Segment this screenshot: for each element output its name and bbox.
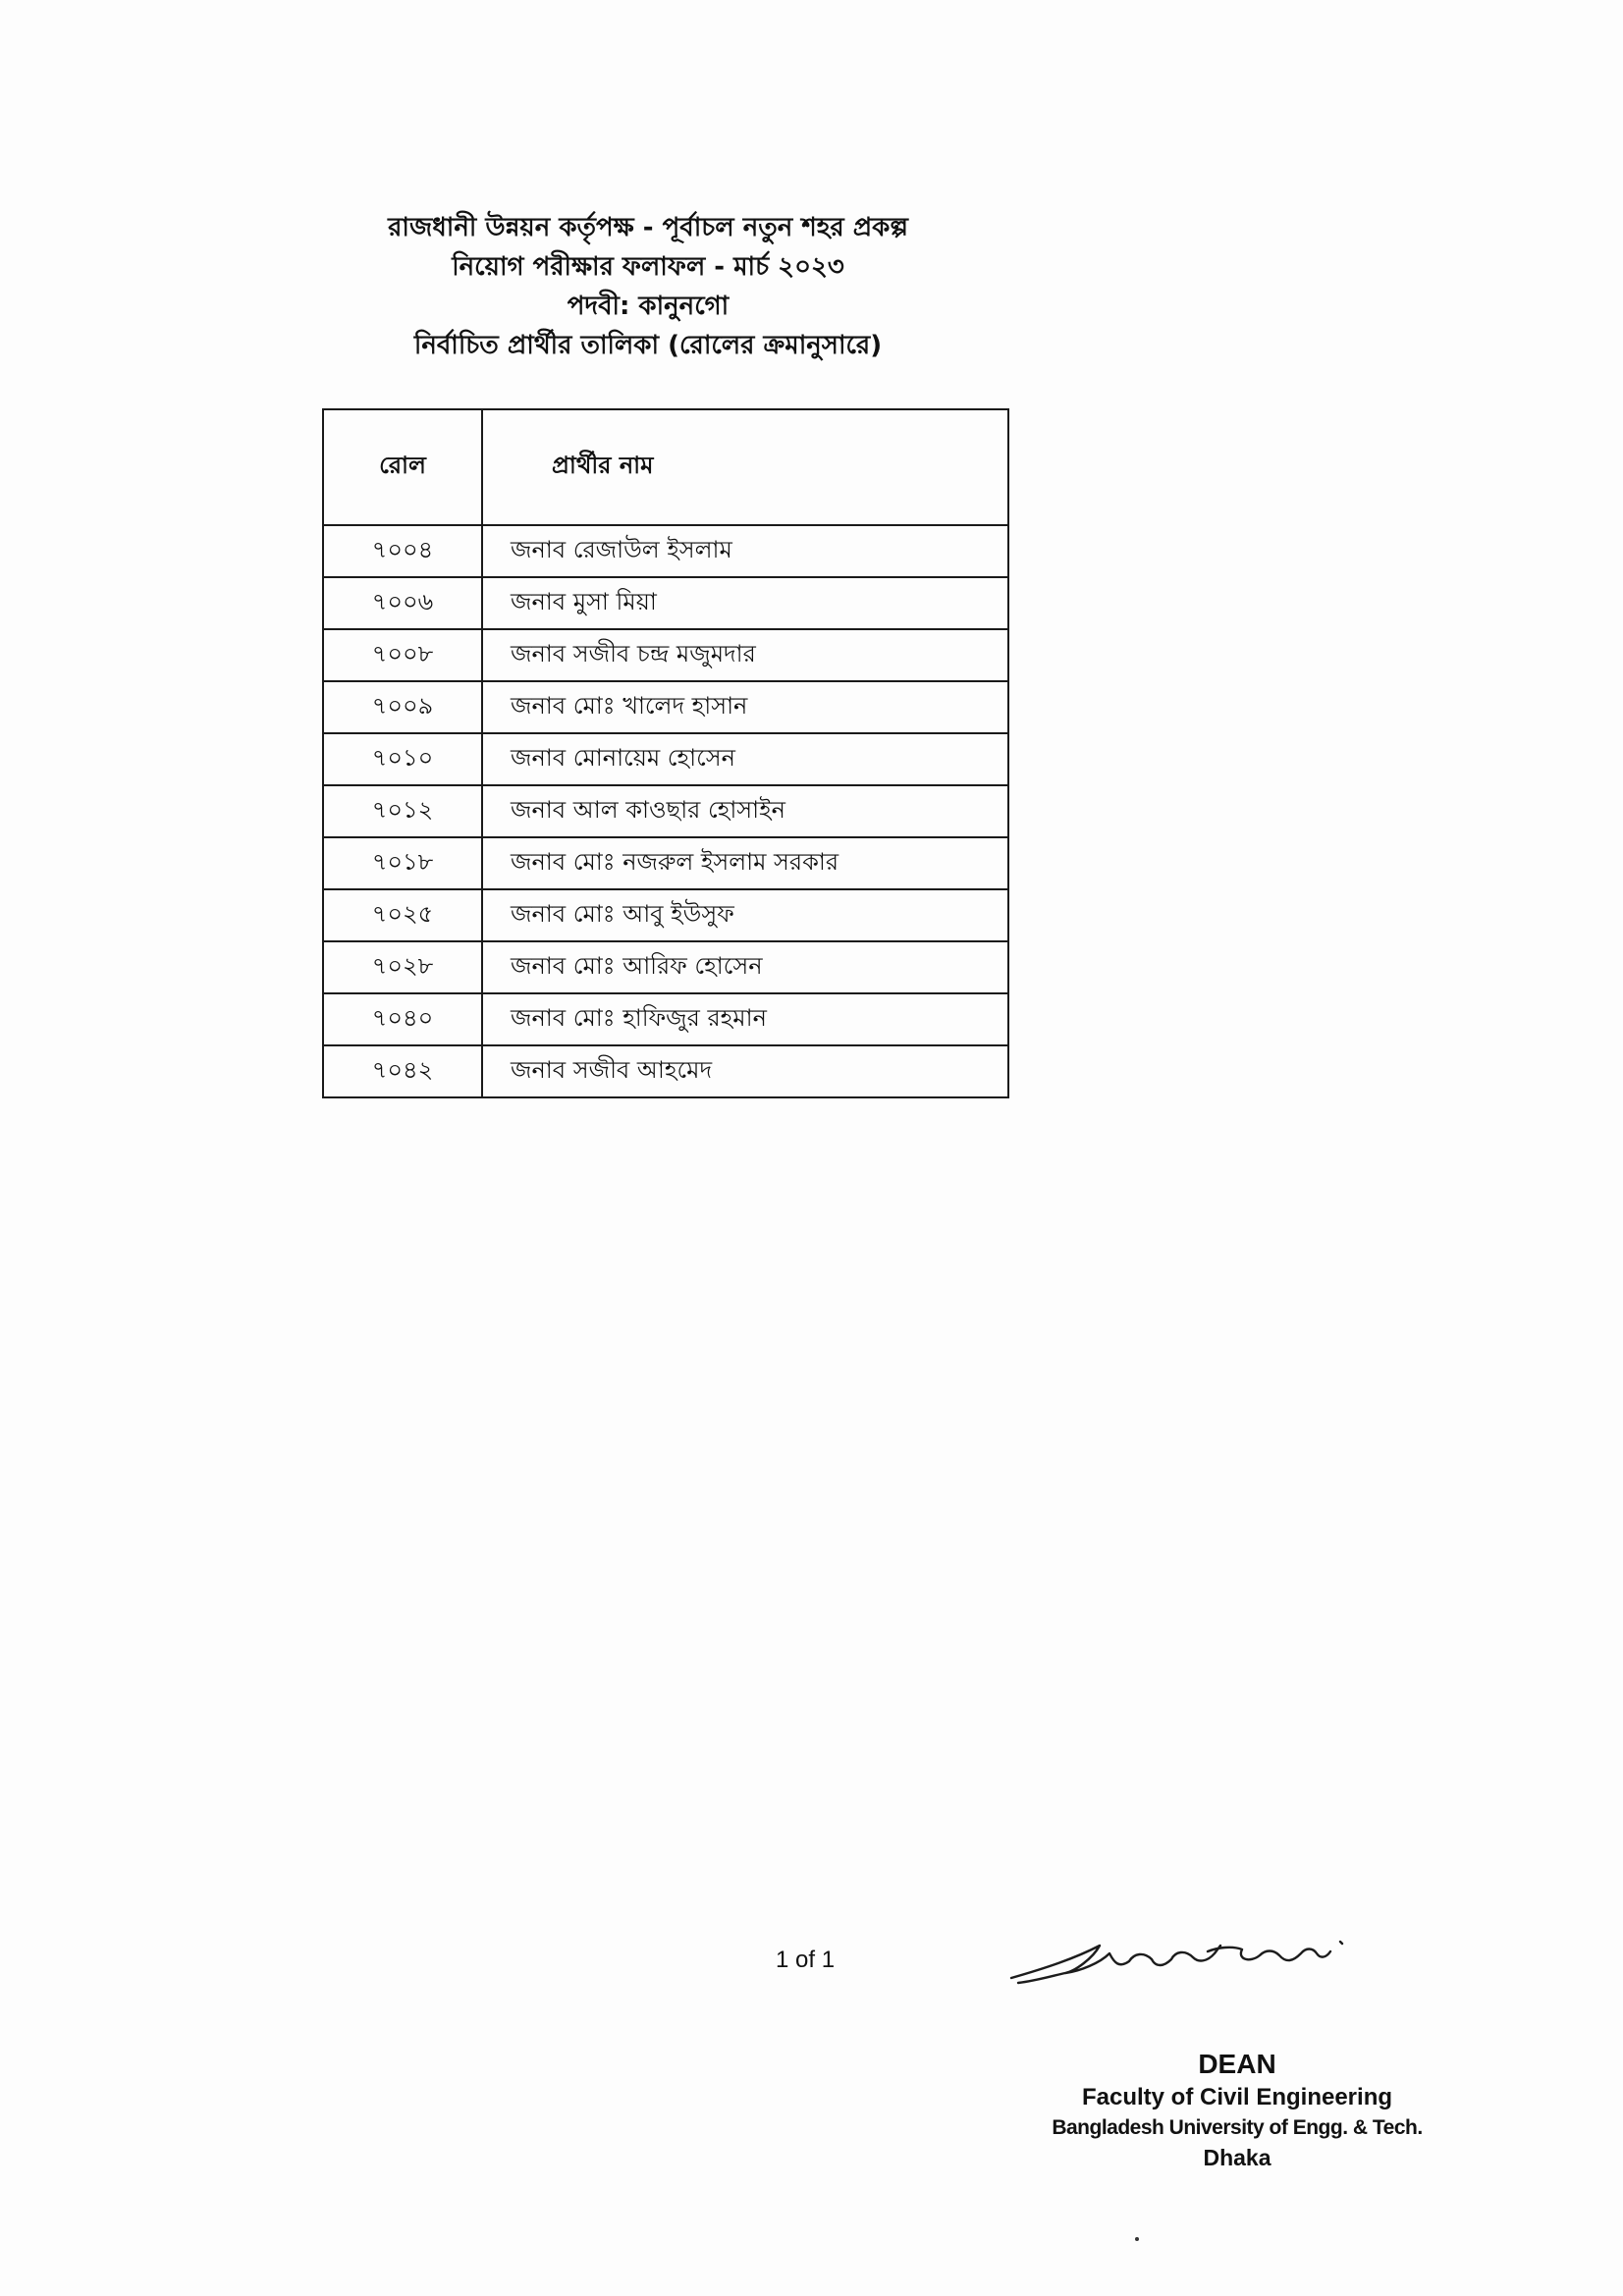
roll-cell: ৭০৪০ xyxy=(323,993,482,1045)
header-post-line: পদবী: কানুনগো xyxy=(567,292,730,321)
roll-cell: ৭০১২ xyxy=(323,785,482,837)
roll-cell: ৭০০৯ xyxy=(323,681,482,733)
table-header-row xyxy=(323,409,1008,525)
name-cell: জনাব রেজাউল ইসলাম xyxy=(482,525,1008,577)
signatory-title: DEAN xyxy=(1198,2049,1276,2079)
roll-cell: ৭০২৮ xyxy=(323,941,482,993)
name-cell: জনাব মোঃ খালেদ হাসান xyxy=(482,681,1008,733)
name-cell: জনাব আল কাওছার হোসাইন xyxy=(482,785,1008,837)
header-exam-line: নিয়োগ পরীক্ষার ফলাফল - মার্চ ২০২৩ xyxy=(452,252,844,282)
name-cell: জনাব মোঃ হাফিজুর রহমান xyxy=(482,993,1008,1045)
name-cell: জনাব মোঃ নজরুল ইসলাম সরকার xyxy=(482,837,1008,889)
header-list-title: নির্বাচিত প্রার্থীর তালিকা (রোলের ক্রমানুসারে) xyxy=(413,331,883,360)
table-row xyxy=(323,577,1008,629)
page-number: 1 of 1 xyxy=(776,1947,836,1973)
table-row xyxy=(323,993,1008,1045)
table-row xyxy=(323,837,1008,889)
roll-cell: ৭০০৬ xyxy=(323,577,482,629)
table-row xyxy=(323,785,1008,837)
handwritten-signature xyxy=(1006,1924,1370,1993)
signatory-faculty: Faculty of Civil Engineering xyxy=(1081,2084,1393,2110)
table-row xyxy=(323,941,1008,993)
table-row xyxy=(323,681,1008,733)
roll-cell: ৭০১৮ xyxy=(323,837,482,889)
name-cell: জনাব মুসা মিয়া xyxy=(482,577,1008,629)
name-cell: জনাব মোনায়েম হোসেন xyxy=(482,733,1008,785)
scan-speck xyxy=(1135,2237,1139,2241)
name-cell: জনাব সজীব আহমেদ xyxy=(482,1045,1008,1097)
name-cell: জনাব মোঃ আরিফ হোসেন xyxy=(482,941,1008,993)
table-row xyxy=(323,889,1008,941)
column-header-name: প্রার্থীর নাম xyxy=(482,409,1008,525)
header-authority-line: রাজধানী উন্নয়ন কর্তৃপক্ষ - পূর্বাচল নতুন শহর প্রকল্প xyxy=(388,213,908,242)
roll-cell: ৭০০৪ xyxy=(323,525,482,577)
document-header xyxy=(324,208,972,365)
table-row xyxy=(323,733,1008,785)
roll-cell: ৭০২৫ xyxy=(323,889,482,941)
column-header-roll: রোল xyxy=(323,409,482,525)
table-row xyxy=(323,525,1008,577)
table-row xyxy=(323,1045,1008,1097)
table-row xyxy=(323,629,1008,681)
signatory-city: Dhaka xyxy=(1203,2145,1271,2170)
roll-cell: ৭০১০ xyxy=(323,733,482,785)
name-cell: জনাব মোঃ আবু ইউসুফ xyxy=(482,889,1008,941)
selected-candidates-table xyxy=(322,408,1009,1098)
roll-cell: ৭০৪২ xyxy=(323,1045,482,1097)
roll-cell: ৭০০৮ xyxy=(323,629,482,681)
signatory-block xyxy=(1021,2047,1453,2172)
name-cell: জনাব সজীব চন্দ্র মজুমদার xyxy=(482,629,1008,681)
signatory-university: Bangladesh University of Engg. & Tech. xyxy=(1052,2116,1423,2139)
